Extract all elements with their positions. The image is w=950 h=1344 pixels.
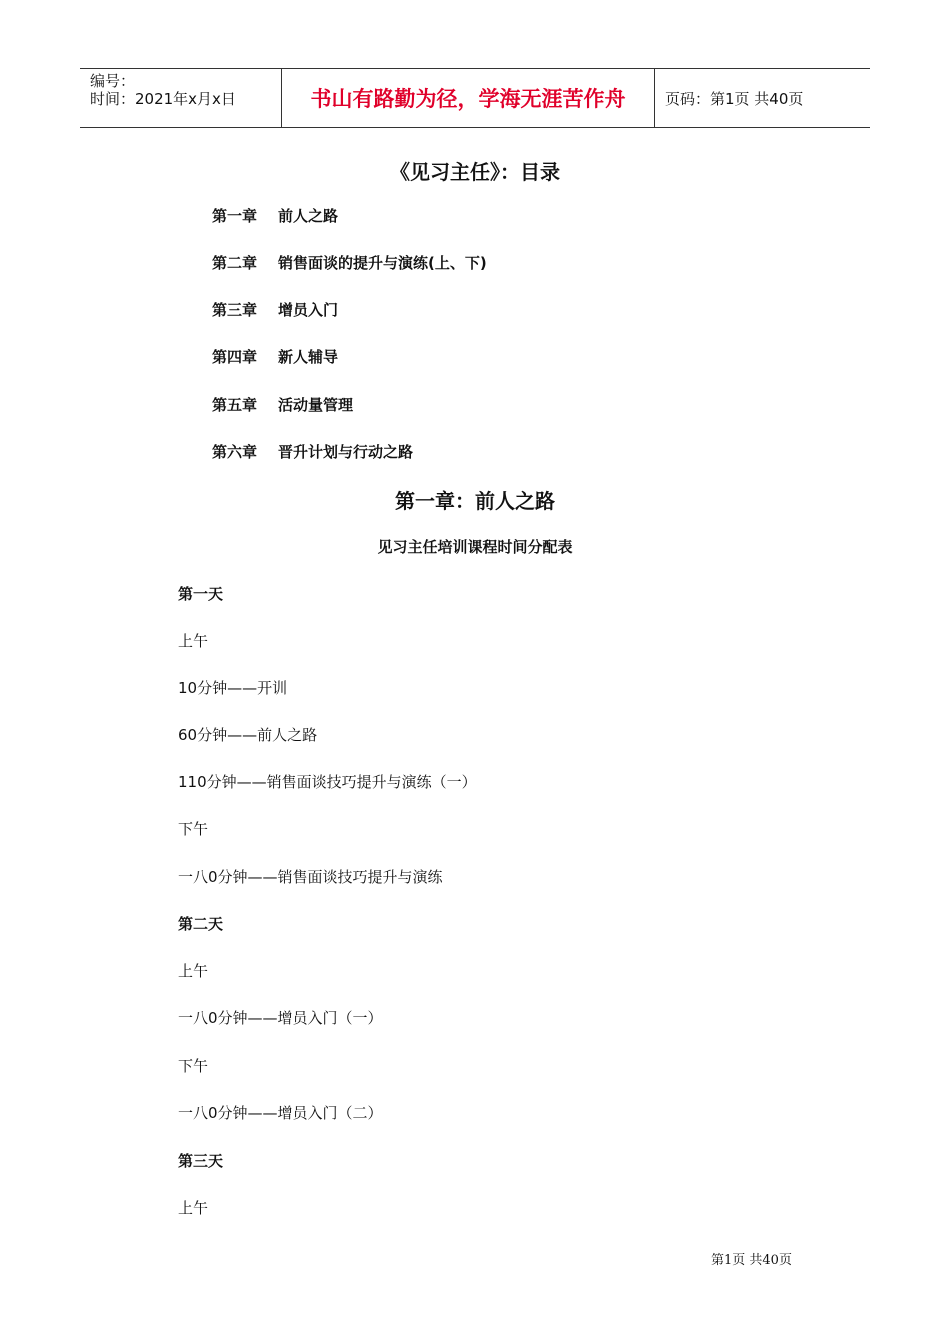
- toc-item: [212, 346, 338, 367]
- toc-item: [212, 252, 487, 273]
- schedule-day: 第三天: [178, 1152, 224, 1170]
- page-footer: 第1页 共40页: [711, 1253, 792, 1268]
- number-label: 编号：: [90, 72, 136, 90]
- page-header: [80, 68, 870, 128]
- toc-num: 第六章: [212, 443, 258, 461]
- toc-item: [212, 441, 413, 462]
- toc-text: 前人之路: [278, 207, 339, 225]
- toc-num: 第五章: [212, 396, 258, 414]
- schedule-period: 上午: [178, 962, 209, 980]
- schedule-item: 10分钟——开训: [178, 679, 288, 697]
- schedule-item: 一八0分钟——增员入门（二）: [178, 1104, 383, 1122]
- toc-text: 新人辅导: [278, 348, 339, 366]
- header-motto: 书山有路勤为径，学海无涯苦作舟: [282, 69, 655, 127]
- schedule-day: 第二天: [178, 915, 224, 933]
- toc-text: 活动量管理: [278, 396, 354, 414]
- schedule-period: 上午: [178, 632, 209, 650]
- chapter-title: 第一章：前人之路: [395, 489, 555, 513]
- schedule-item: 110分钟——销售面谈技巧提升与演练（一）: [178, 773, 477, 791]
- toc-item: [212, 299, 338, 320]
- toc-num: 第二章: [212, 254, 258, 272]
- schedule-day: 第一天: [178, 585, 224, 603]
- toc-num: 第四章: [212, 348, 258, 366]
- schedule-period: 下午: [178, 1057, 209, 1075]
- toc-num: 第一章: [212, 207, 258, 225]
- schedule-title: 见习主任培训课程时间分配表: [377, 538, 573, 556]
- header-meta: [80, 69, 282, 127]
- time-label: 时间：2021年x月x日: [90, 90, 236, 108]
- toc-text: 晋升计划与行动之路: [278, 443, 414, 461]
- schedule-period: 下午: [178, 820, 209, 838]
- schedule-item: 一八0分钟——增员入门（一）: [178, 1009, 383, 1027]
- toc-num: 第三章: [212, 301, 258, 319]
- schedule-item: 60分钟——前人之路: [178, 726, 318, 744]
- toc-text: 增员入门: [278, 301, 339, 319]
- toc-text: 销售面谈的提升与演练(上、下): [278, 254, 487, 272]
- toc-item: [212, 205, 338, 226]
- toc-title: 《见习主任》：目录: [390, 160, 560, 184]
- schedule-period: 上午: [178, 1199, 209, 1217]
- toc-item: [212, 394, 353, 415]
- header-page-label: 页码：第1页 共40页: [665, 89, 804, 108]
- schedule-item: 一八0分钟——销售面谈技巧提升与演练: [178, 868, 443, 886]
